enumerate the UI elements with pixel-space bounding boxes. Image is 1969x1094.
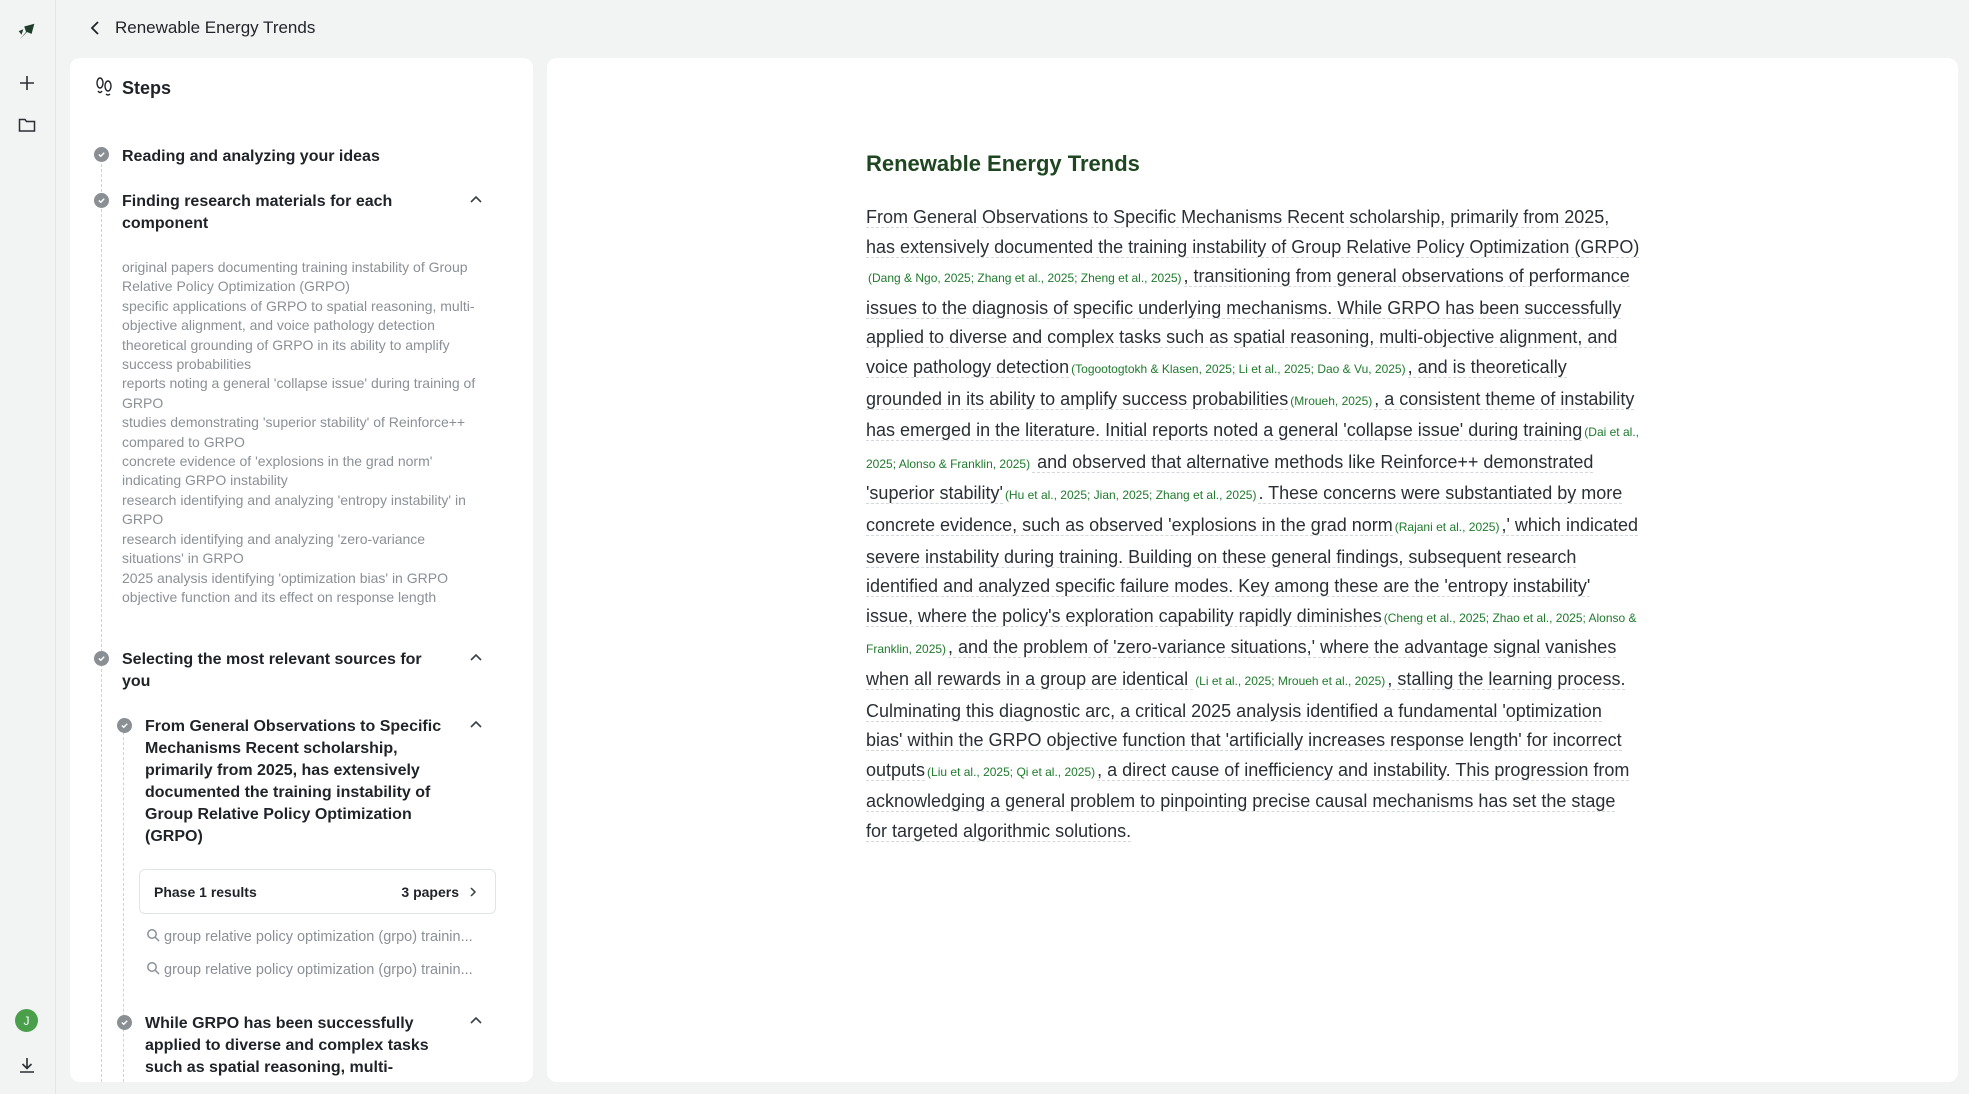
citation[interactable]: (Liu et al., 2025; Qi et al., 2025) [927, 764, 1096, 779]
step-complete-icon [117, 718, 132, 733]
search-topics-list [122, 258, 482, 607]
text-segment: , transitioning from general observations of performance issues to the diagnosis of specific underlying mechanisms. While GRPO has been successfully applied to diverse and complex tasks such as spatial reasoning, multi-objective alignment, and voice pathology detection [866, 266, 1630, 377]
step-title: Finding research materials for each component [122, 193, 393, 232]
text-segment: and observed that alternative methods like Reinforce++ demonstrated 'superior stability' [866, 451, 1594, 504]
chevron-up-icon[interactable] [467, 648, 485, 666]
list-item: research identifying and analyzing 'zero-variance situations' in GRPO [122, 530, 426, 567]
list-item: 2025 analysis identifying 'optimization bias' in GRPO objective function and its effect on response length [122, 569, 448, 605]
step-title: Reading and analyzing your ideas [122, 148, 380, 165]
left-rail [0, 0, 56, 1094]
search-icon [146, 961, 160, 979]
chevron-up-icon[interactable] [467, 190, 485, 208]
download-icon[interactable] [14, 1052, 40, 1078]
search-query[interactable] [146, 928, 491, 946]
chevron-up-icon[interactable] [467, 715, 485, 733]
paper-count: 3 papers [401, 884, 459, 900]
citation[interactable]: (Dai et al., 2025; Alonso & Franklin, 2025) [866, 425, 1639, 471]
text-segment: , and the problem of 'zero-variance situations,' where the advantage signal vanishes when all rewards in a group are identical [866, 637, 1617, 689]
chevron-right-icon [465, 883, 481, 901]
text-segment: ,' which indicated severe instability during training. Building on these general findings, subsequent research identified and analyzed specific failure modes. Key among these are the 'entropy instability' issue, where the policy's exploration capability rapidly diminishes [866, 514, 1638, 626]
list-item: reports noting a general 'collapse issue' during training of GRPO [122, 375, 476, 411]
list-item: theoretical grounding of GRPO in its ability to amplify success probabilities [122, 336, 450, 373]
footprints-icon [94, 76, 114, 101]
step-complete-icon [94, 651, 109, 666]
text-segment: , and is theoretically grounded in its ability to amplify success probabilities [866, 356, 1567, 409]
list-item: studies demonstrating 'superior stability' of Reinforce++ compared to GRPO [122, 414, 466, 450]
plus-icon[interactable] [14, 70, 40, 96]
steps-panel [70, 58, 533, 1082]
list-item: specific applications of GRPO to spatial reasoning, multi-objective alignment, and voice pathology detection [122, 297, 475, 334]
document-title: Renewable Energy Trends [866, 151, 1140, 176]
phase-label: Phase 1 results [154, 884, 257, 900]
back-chevron-icon[interactable] [83, 16, 107, 40]
citation[interactable]: (Rajani et al., 2025) [1394, 519, 1500, 534]
substep-title: From General Observations to Specific Mechanisms Recent scholarship, primarily from 2025, has extensively documented the training instability of Group Relative Policy Optimization (GRPO) [145, 718, 442, 845]
search-icon [146, 928, 160, 946]
folder-icon[interactable] [14, 112, 40, 138]
document-body [866, 203, 1640, 846]
step-connector [101, 164, 102, 1082]
citation[interactable]: (Mroueh, 2025) [1290, 393, 1373, 408]
search-query[interactable] [146, 961, 491, 979]
citation[interactable]: (Li et al., 2025; Mroueh et al., 2025) [1195, 673, 1386, 688]
text-segment: , a direct cause of inefficiency and instability. This progression from acknowledging a general problem to pinpointing precise causal mechanisms has set the stage for targeted algorithmic solutions. [866, 759, 1630, 841]
text-segment: . These concerns were substantiated by more concrete evidence, such as observed 'explosions in the grad norm [866, 483, 1623, 535]
step-complete-icon [94, 147, 109, 162]
list-item: original papers documenting training instability of Group Relative Policy Optimization (GRPO) [122, 259, 468, 295]
step-title: Selecting the most relevant sources for you [122, 651, 422, 690]
avatar[interactable]: J [15, 1009, 38, 1032]
text-segment: , stalling the learning process. Culminating this diagnostic arc, a critical 2025 analysis identified a fundamental 'optimization bias' within the GRPO objective function that 'artificially increases response length' for incorrect outputs [866, 668, 1626, 780]
list-item: concrete evidence of 'explosions in the grad norm' indicating GRPO instability [122, 453, 433, 489]
document-panel [547, 58, 1958, 1082]
chevron-up-icon[interactable] [467, 1011, 485, 1029]
text-segment: , a consistent theme of instability has emerged in the literature. Initial reports noted a general 'collapse issue' during training [866, 388, 1635, 441]
logo-icon[interactable] [14, 19, 40, 45]
query-text: group relative policy optimization (grpo) trainin... [164, 962, 473, 978]
citation[interactable]: (Dang & Ngo, 2025; Zhang et al., 2025; Zheng et al., 2025) [868, 271, 1182, 286]
steps-header [94, 76, 171, 101]
phase-results-card[interactable] [139, 869, 496, 914]
top-header [56, 0, 1969, 56]
step-complete-icon [94, 193, 109, 208]
citation[interactable]: (Cheng et al., 2025; Zhao et al., 2025; Alonso & Franklin, 2025) [866, 610, 1637, 657]
substep-title: While GRPO has been successfully applied to diverse and complex tasks such as spatial reasoning, multi- [145, 1015, 429, 1076]
step-complete-icon [117, 1015, 132, 1030]
page-title: Renewable Energy Trends [115, 18, 316, 37]
text-segment: From General Observations to Specific Mechanisms Recent scholarship, primarily from 2025, has extensively documented the training instability of Group Relative Policy Optimization (GRPO) [866, 207, 1640, 257]
steps-title: Steps [122, 78, 172, 98]
citation[interactable]: (Togootogtokh & Klasen, 2025; Li et al., 2025; Dao & Vu, 2025) [1071, 361, 1406, 376]
list-item: research identifying and analyzing 'entropy instability' in GRPO [122, 491, 466, 528]
query-text: group relative policy optimization (grpo) trainin... [164, 929, 473, 945]
citation[interactable]: (Hu et al., 2025; Jian, 2025; Zhang et al., 2025) [1004, 488, 1257, 503]
